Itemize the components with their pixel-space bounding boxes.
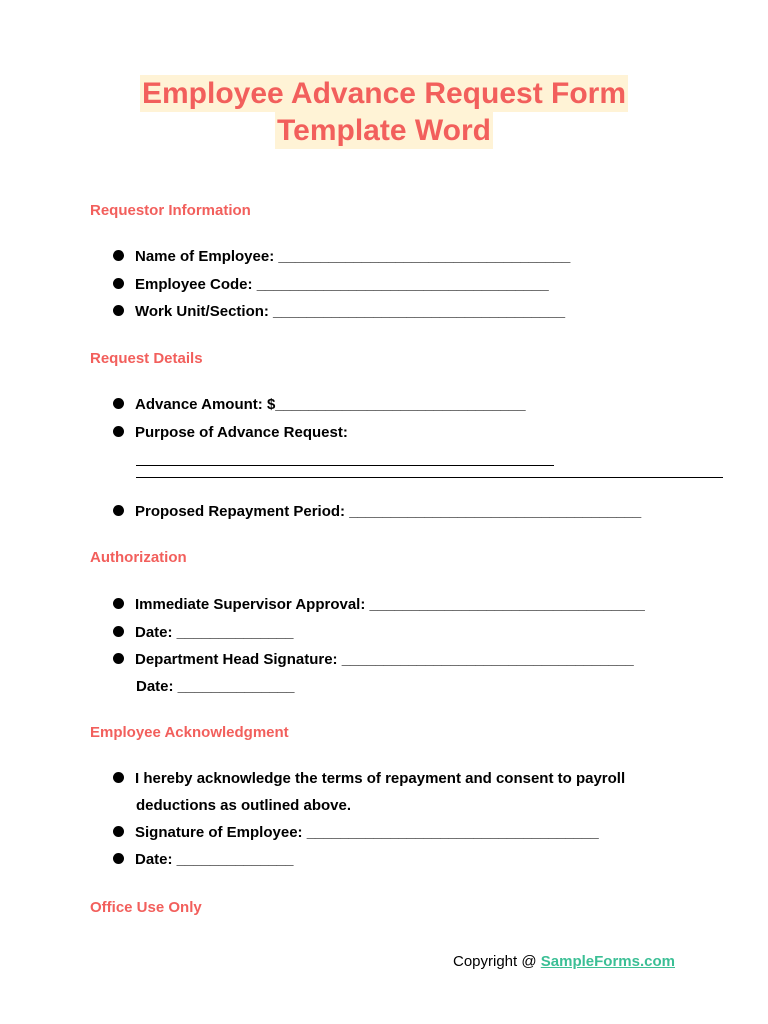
field-supervisor-approval[interactable]: Immediate Supervisor Approval: _________________________________	[135, 596, 645, 613]
section-heading-requestor: Requestor Information	[90, 202, 251, 219]
field-department-head-date[interactable]: Date: ______________	[136, 678, 295, 695]
field-repayment-period[interactable]: Proposed Repayment Period: ___________________________________	[135, 503, 642, 520]
field-work-unit[interactable]: Work Unit/Section: ___________________________________	[135, 303, 566, 320]
field-supervisor-date[interactable]: Date: ______________	[135, 624, 294, 641]
sampleforms-link[interactable]: SampleForms.com	[540, 953, 675, 970]
field-name-of-employee[interactable]: Name of Employee: ___________________________________	[135, 248, 571, 265]
purpose-input-line-1[interactable]	[136, 465, 554, 466]
list-item	[113, 596, 645, 613]
bullet-icon	[113, 626, 124, 637]
section-heading-request-details: Request Details	[90, 350, 203, 367]
field-employee-signature[interactable]: Signature of Employee: ___________________________________	[135, 824, 599, 841]
bullet-icon	[113, 772, 124, 783]
list-item	[113, 424, 348, 441]
field-purpose-label: Purpose of Advance Request:	[135, 424, 348, 441]
list-item	[113, 303, 565, 320]
acknowledgment-text-line-1: I hereby acknowledge the terms of repayment and consent to payroll	[135, 770, 626, 787]
title-line-2: Template Word	[277, 114, 491, 147]
field-employee-date[interactable]: Date: ______________	[135, 851, 294, 868]
bullet-icon	[113, 426, 124, 437]
list-item	[113, 624, 293, 641]
section-heading-office-use: Office Use Only	[90, 899, 202, 916]
section-heading-authorization: Authorization	[90, 549, 187, 566]
acknowledgment-text-line-2: deductions as outlined above.	[136, 797, 352, 814]
field-employee-code[interactable]: Employee Code: ___________________________________	[135, 276, 549, 293]
bullet-icon	[113, 278, 124, 289]
footer-copyright	[453, 953, 675, 970]
section-heading-acknowledgment: Employee Acknowledgment	[90, 724, 289, 741]
bullet-icon	[113, 305, 124, 316]
bullet-icon	[113, 598, 124, 609]
list-item	[113, 651, 634, 668]
list-item	[113, 824, 599, 841]
copyright-text: Copyright @	[453, 953, 541, 970]
field-advance-amount[interactable]: Advance Amount: $______________________________	[135, 396, 526, 413]
bullet-icon	[113, 250, 124, 261]
page-title	[0, 75, 768, 149]
bullet-icon	[113, 398, 124, 409]
bullet-icon	[113, 853, 124, 864]
bullet-icon	[113, 505, 124, 516]
list-item	[113, 851, 293, 868]
list-item	[113, 276, 549, 293]
title-line-1: Employee Advance Request Form	[141, 77, 627, 110]
bullet-icon	[113, 653, 124, 664]
list-item	[113, 396, 526, 413]
list-item	[113, 248, 570, 265]
purpose-input-line-2[interactable]	[136, 477, 723, 478]
list-item	[113, 503, 641, 520]
list-item	[113, 770, 625, 787]
bullet-icon	[113, 826, 124, 837]
field-department-head-signature[interactable]: Department Head Signature: ___________________________________	[135, 651, 634, 668]
